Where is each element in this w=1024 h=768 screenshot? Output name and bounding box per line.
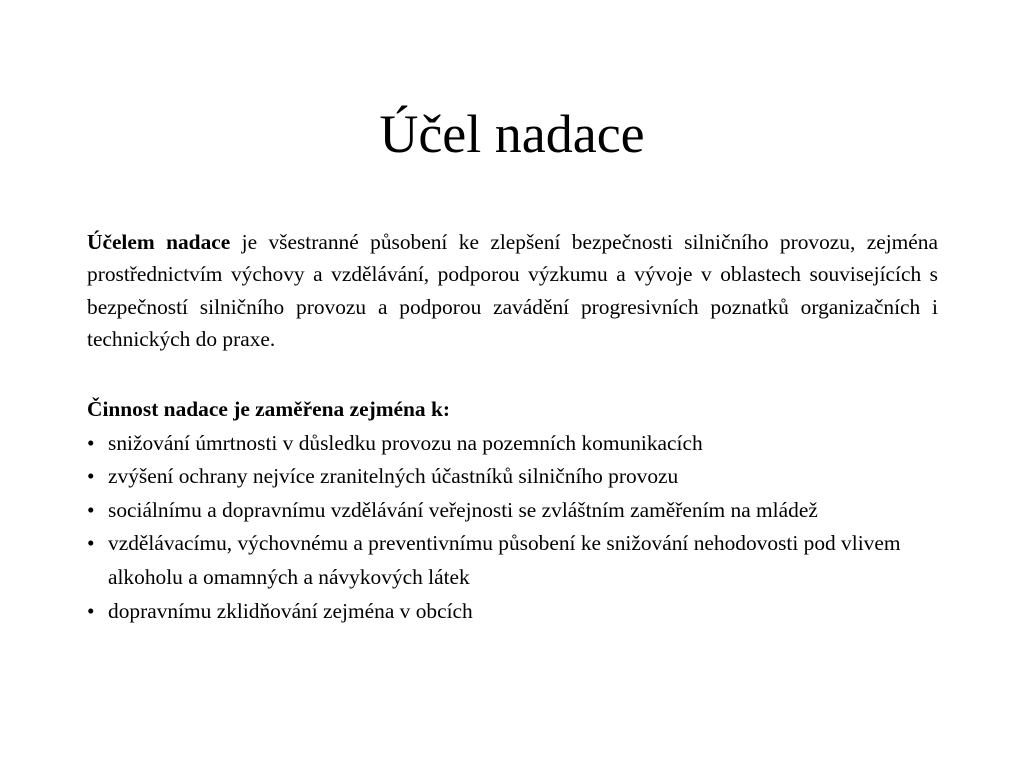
bullet-icon: • (87, 598, 95, 623)
activity-heading: Činnost nadace je zaměřena zejména k: (87, 397, 450, 421)
slide-title: Účel nadace (379, 104, 645, 164)
purpose-lead: Účelem nadace (87, 230, 231, 254)
list-item (87, 494, 957, 528)
list-item (87, 427, 957, 461)
activity-section (87, 393, 957, 628)
list-item-text: zvýšení ochrany nejvíce zranitelných účastníků silničního provozu (108, 464, 679, 489)
bullet-icon: • (87, 531, 95, 556)
bullet-icon: • (87, 464, 95, 489)
list-item (87, 527, 957, 594)
purpose-text: je všestranné působení ke zlepšení bezpečnosti silničního provozu, zejména prostřednictvím výchovy a vzdělávání, podporou výzkumu a vývoje v oblastech souvisejících s bezpečností silničního provozu a podporou zavádění progresivních poznatků organizačních i technických do praxe. (87, 230, 938, 351)
activity-list (87, 427, 957, 629)
list-item (87, 595, 957, 629)
list-item-text: sociálnímu a dopravnímu vzdělávání veřejnosti se zvláštním zaměřením na mládež (108, 497, 818, 522)
list-item-text: snižování úmrtnosti v důsledku provozu na pozemních komunikacích (108, 430, 703, 455)
list-item-text: dopravnímu zklidňování zejména v obcích (108, 598, 473, 623)
list-item-text: vzdělávacímu, výchovnému a preventivnímu působení ke snižování nehodovosti pod vlivem alkoholu a omamných a návykových látek (108, 531, 901, 589)
bullet-icon: • (87, 497, 95, 522)
bullet-icon: • (87, 430, 95, 455)
purpose-paragraph (87, 226, 938, 355)
list-item (87, 460, 957, 494)
